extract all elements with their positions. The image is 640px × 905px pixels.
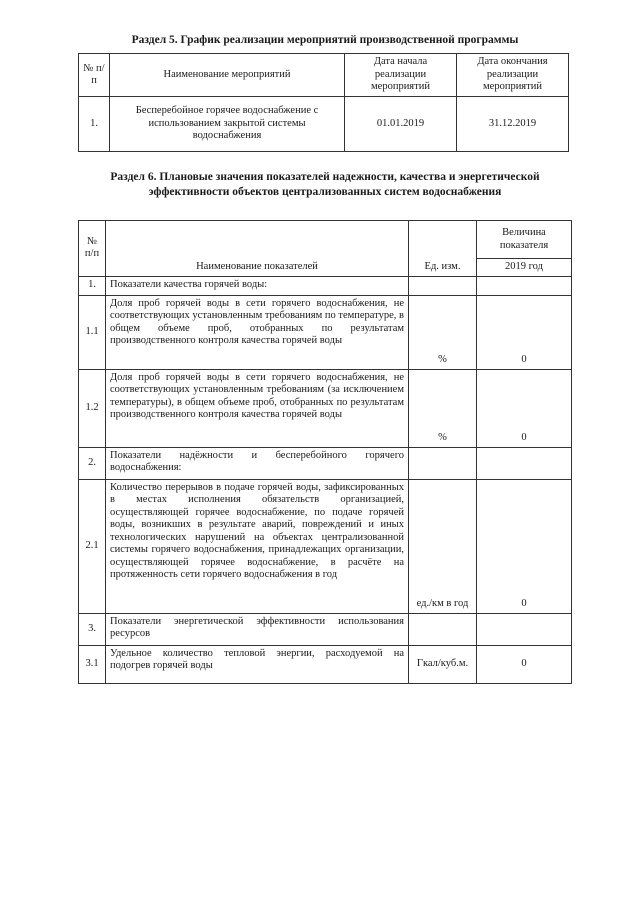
row-unit: % xyxy=(409,295,477,369)
table-row xyxy=(79,276,572,295)
row-num: 3. xyxy=(79,613,106,645)
table-header-row xyxy=(79,54,569,97)
header-unit: Ед. изм. xyxy=(409,221,477,277)
row-value xyxy=(477,613,572,645)
header-start: Дата начала реализации мероприятий xyxy=(345,54,457,97)
row-value xyxy=(477,276,572,295)
row-num: 2.1 xyxy=(79,479,106,613)
row-num: 1. xyxy=(79,276,106,295)
row-unit: % xyxy=(409,369,477,447)
row-num: 1.1 xyxy=(79,295,106,369)
header-name: Наименование показателей xyxy=(106,221,409,277)
row-unit xyxy=(409,613,477,645)
row-name: Показатели надёжности и бесперебойного горячего водоснабжения: xyxy=(106,447,409,479)
indicators-table xyxy=(78,220,572,684)
header-end: Дата окончания реализации мероприятий xyxy=(457,54,569,97)
row-name: Показатели энергетической эффективности использования ресурсов xyxy=(106,613,409,645)
row-value: 0 xyxy=(477,369,572,447)
section6-title: Раздел 6. Плановые значения показателей надежности, качества и энергетической эффективности объектов централизованных систем водоснабжения xyxy=(110,171,540,198)
table-row xyxy=(79,645,572,683)
row-name: Бесперебойное горячее водоснабжение с использованием закрытой системы водоснабжения xyxy=(110,97,345,152)
table-row xyxy=(79,447,572,479)
row-value xyxy=(477,447,572,479)
row-value: 0 xyxy=(477,295,572,369)
row-unit xyxy=(409,276,477,295)
row-num: 1.2 xyxy=(79,369,106,447)
table-row xyxy=(79,369,572,447)
row-unit: ед./км в год xyxy=(409,479,477,613)
header-num: № п/п xyxy=(79,54,110,97)
schedule-table xyxy=(78,53,569,152)
row-name: Доля проб горячей воды в сети горячего водоснабжения, не соответствующих установленным требованиям (за исключением температуры), в общем объеме проб, отобранных по результатам производственного контроля качества горячей воды xyxy=(106,369,409,447)
table-row xyxy=(79,613,572,645)
table-row xyxy=(79,295,572,369)
row-name: Доля проб горячей воды в сети горячего водоснабжения, не соответствующих установленным требованиям по температуре, в общем объеме проб, отобранных по результатам производственного контроля качества горячей воды xyxy=(106,295,409,369)
row-name: Удельное количество тепловой энергии, расходуемой на подогрев горячей воды xyxy=(106,645,409,683)
row-num: 2. xyxy=(79,447,106,479)
row-name: Показатели качества горячей воды: xyxy=(106,276,409,295)
row-value: 0 xyxy=(477,479,572,613)
table-row xyxy=(79,479,572,613)
row-unit: Гкал/куб.м. xyxy=(409,645,477,683)
header-num: № п/п xyxy=(79,221,106,277)
row-name: Количество перерывов в подаче горячей воды, зафиксированных в местах исполнения обязательств организацией, осуществляющей горячее водоснабжение, по подаче горячей воды, возникших в результате аварий, повреждений и иных технологических нарушений на объектах централизованной системы горячего водоснабжения, принадлежащих организации, осуществляющей горячее водоснабжение, в расчёте на протяженность сети горячего водоснабжения в год xyxy=(106,479,409,613)
header-value: Величина показателя xyxy=(477,221,572,259)
table-row xyxy=(79,97,569,152)
header-year: 2019 год xyxy=(477,259,572,277)
row-num: 3.1 xyxy=(79,645,106,683)
row-unit xyxy=(409,447,477,479)
header-name: Наименование мероприятий xyxy=(110,54,345,97)
row-num: 1. xyxy=(79,97,110,152)
row-end: 31.12.2019 xyxy=(457,97,569,152)
section5-title: Раздел 5. График реализации мероприятий производственной программы xyxy=(131,34,519,46)
row-start: 01.01.2019 xyxy=(345,97,457,152)
row-value: 0 xyxy=(477,645,572,683)
